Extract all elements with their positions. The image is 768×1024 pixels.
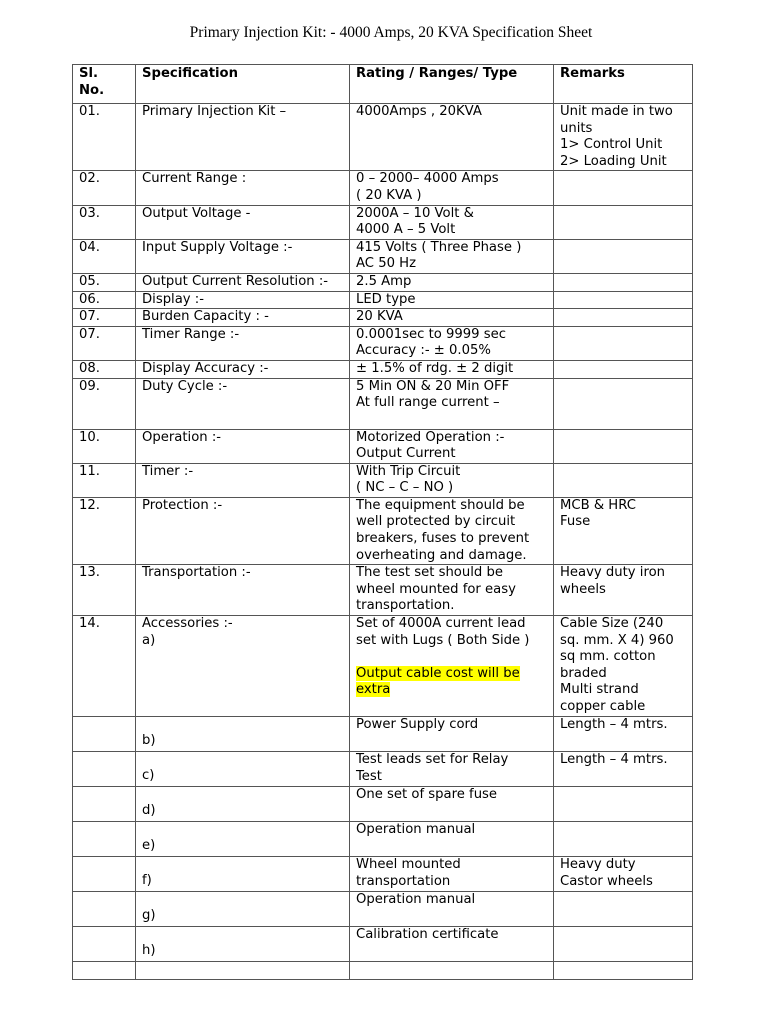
- rating-cell: The equipment should be well protected by circuit breakers, fuses to prevent overheating and damage.: [350, 497, 554, 564]
- specification-cell: Accessories :- a): [136, 616, 350, 717]
- table-row: [73, 378, 693, 429]
- specification-table: [72, 64, 693, 980]
- specification-cell: Display :-: [136, 291, 350, 309]
- specification-cell: Transportation :-: [136, 565, 350, 616]
- rating-cell: Calibration certificate: [350, 927, 554, 962]
- sl-no-cell: 13.: [73, 565, 136, 616]
- empty-row: [73, 962, 693, 980]
- header-remarks: Remarks: [554, 65, 693, 104]
- rating-cell: 415 Volts ( Three Phase ) AC 50 Hz: [350, 239, 554, 273]
- specification-cell: Protection :-: [136, 497, 350, 564]
- remarks-cell: [554, 787, 693, 822]
- remarks-cell: [554, 822, 693, 857]
- specification-cell: Input Supply Voltage :-: [136, 239, 350, 273]
- specification-cell: h): [136, 927, 350, 962]
- remarks-cell: [554, 463, 693, 497]
- sl-no-cell: 04.: [73, 239, 136, 273]
- remarks-cell: [554, 360, 693, 378]
- sl-no-cell: 07.: [73, 326, 136, 360]
- header-specification: Specification: [136, 65, 350, 104]
- sl-no-cell: 07.: [73, 309, 136, 327]
- rating-cell: One set of spare fuse: [350, 787, 554, 822]
- table-row: [73, 429, 693, 463]
- sl-no-cell: 03.: [73, 205, 136, 239]
- table-row: [73, 239, 693, 273]
- specification-cell: Timer :-: [136, 463, 350, 497]
- remarks-cell: [554, 429, 693, 463]
- sl-no-cell: [73, 717, 136, 752]
- table-row-accessories: [73, 616, 693, 717]
- specification-cell: Output Voltage -: [136, 205, 350, 239]
- rating-cell: The test set should be wheel mounted for easy transportation.: [350, 565, 554, 616]
- rating-cell: 2.5 Amp: [350, 273, 554, 291]
- sl-no-cell: [73, 787, 136, 822]
- specification-cell: Current Range :: [136, 171, 350, 205]
- specification-cell: Output Current Resolution :-: [136, 273, 350, 291]
- remarks-cell: [554, 927, 693, 962]
- specification-cell: Duty Cycle :-: [136, 378, 350, 429]
- specification-cell: Timer Range :-: [136, 326, 350, 360]
- rating-cell: Power Supply cord: [350, 717, 554, 752]
- remarks-cell: [554, 273, 693, 291]
- sl-no-cell: 02.: [73, 171, 136, 205]
- rating-cell: Operation manual: [350, 892, 554, 927]
- specification-cell: b): [136, 717, 350, 752]
- rating-cell: Set of 4000A current lead set with Lugs ( Both Side ) Output cable cost will be extra: [350, 616, 554, 717]
- table-row-accessory-item: [73, 752, 693, 787]
- sl-no-cell: [73, 752, 136, 787]
- remarks-cell: [554, 892, 693, 927]
- remarks-cell: Unit made in two units 1> Control Unit 2> Loading Unit: [554, 104, 693, 171]
- highlighted-note: extra: [356, 682, 391, 698]
- sl-no-cell: 06.: [73, 291, 136, 309]
- rating-cell: 2000A – 10 Volt & 4000 A – 5 Volt: [350, 205, 554, 239]
- table-row: [73, 309, 693, 327]
- page-title: Primary Injection Kit: - 4000 Amps, 20 KVA Specification Sheet: [189, 24, 593, 41]
- table-row-accessory-item: [73, 892, 693, 927]
- table-row: [73, 273, 693, 291]
- sl-no-cell: 14.: [73, 616, 136, 717]
- rating-cell: Wheel mounted transportation: [350, 857, 554, 892]
- remarks-cell: [554, 309, 693, 327]
- sl-no-cell: [73, 927, 136, 962]
- table-row-accessory-item: [73, 717, 693, 752]
- rating-cell: ± 1.5% of rdg. ± 2 digit: [350, 360, 554, 378]
- empty-cell: [554, 962, 693, 980]
- remarks-cell: Cable Size (240 sq. mm. X 4) 960 sq mm. cotton braded Multi strand copper cable: [554, 616, 693, 717]
- specification-cell: f): [136, 857, 350, 892]
- rating-cell: 20 KVA: [350, 309, 554, 327]
- table-row: [73, 497, 693, 564]
- remarks-cell: Length – 4 mtrs.: [554, 717, 693, 752]
- rating-cell: 4000Amps , 20KVA: [350, 104, 554, 171]
- remarks-cell: MCB & HRC Fuse: [554, 497, 693, 564]
- remarks-cell: [554, 378, 693, 429]
- remarks-cell: [554, 239, 693, 273]
- specification-cell: Display Accuracy :-: [136, 360, 350, 378]
- empty-cell: [350, 962, 554, 980]
- table-row: [73, 291, 693, 309]
- specification-cell: Burden Capacity : -: [136, 309, 350, 327]
- remarks-cell: [554, 326, 693, 360]
- specification-cell: c): [136, 752, 350, 787]
- empty-cell: [73, 962, 136, 980]
- table-row: [73, 171, 693, 205]
- specification-cell: e): [136, 822, 350, 857]
- rating-cell: Motorized Operation :- Output Current: [350, 429, 554, 463]
- sl-no-cell: [73, 857, 136, 892]
- table-body: [73, 65, 693, 980]
- sl-no-cell: 01.: [73, 104, 136, 171]
- rating-cell: Operation manual: [350, 822, 554, 857]
- rating-cell: LED type: [350, 291, 554, 309]
- specification-cell: d): [136, 787, 350, 822]
- table-row: [73, 205, 693, 239]
- remarks-cell: Heavy duty Castor wheels: [554, 857, 693, 892]
- table-row: [73, 565, 693, 616]
- table-row: [73, 360, 693, 378]
- table-row-accessory-item: [73, 787, 693, 822]
- header-row: [73, 65, 693, 104]
- specification-cell: Operation :-: [136, 429, 350, 463]
- sl-no-cell: 12.: [73, 497, 136, 564]
- table-row: [73, 463, 693, 497]
- highlighted-note: Output cable cost will be: [356, 665, 520, 681]
- sl-no-cell: 08.: [73, 360, 136, 378]
- rating-cell: 0.0001sec to 9999 sec Accuracy :- ± 0.05%: [350, 326, 554, 360]
- remarks-cell: Heavy duty iron wheels: [554, 565, 693, 616]
- remarks-cell: Length – 4 mtrs.: [554, 752, 693, 787]
- header-sl-no: Sl. No.: [73, 65, 136, 104]
- table-row-accessory-item: [73, 857, 693, 892]
- rating-cell: 0 – 2000– 4000 Amps ( 20 KVA ): [350, 171, 554, 205]
- remarks-cell: [554, 171, 693, 205]
- sl-no-cell: 11.: [73, 463, 136, 497]
- rating-cell: 5 Min ON & 20 Min OFF At full range current –: [350, 378, 554, 429]
- table-row: [73, 326, 693, 360]
- specification-cell: Primary Injection Kit –: [136, 104, 350, 171]
- table-row-accessory-item: [73, 927, 693, 962]
- rating-cell: With Trip Circuit ( NC – C – NO ): [350, 463, 554, 497]
- sl-no-cell: 05.: [73, 273, 136, 291]
- remarks-cell: [554, 205, 693, 239]
- sl-no-cell: 10.: [73, 429, 136, 463]
- header-rating: Rating / Ranges/ Type: [350, 65, 554, 104]
- sl-no-cell: [73, 892, 136, 927]
- rating-cell: Test leads set for Relay Test: [350, 752, 554, 787]
- table-row-accessory-item: [73, 822, 693, 857]
- sl-no-cell: 09.: [73, 378, 136, 429]
- remarks-cell: [554, 291, 693, 309]
- table-row: [73, 104, 693, 171]
- sl-no-cell: [73, 822, 136, 857]
- specification-cell: g): [136, 892, 350, 927]
- blank-line: [356, 649, 548, 666]
- empty-cell: [136, 962, 350, 980]
